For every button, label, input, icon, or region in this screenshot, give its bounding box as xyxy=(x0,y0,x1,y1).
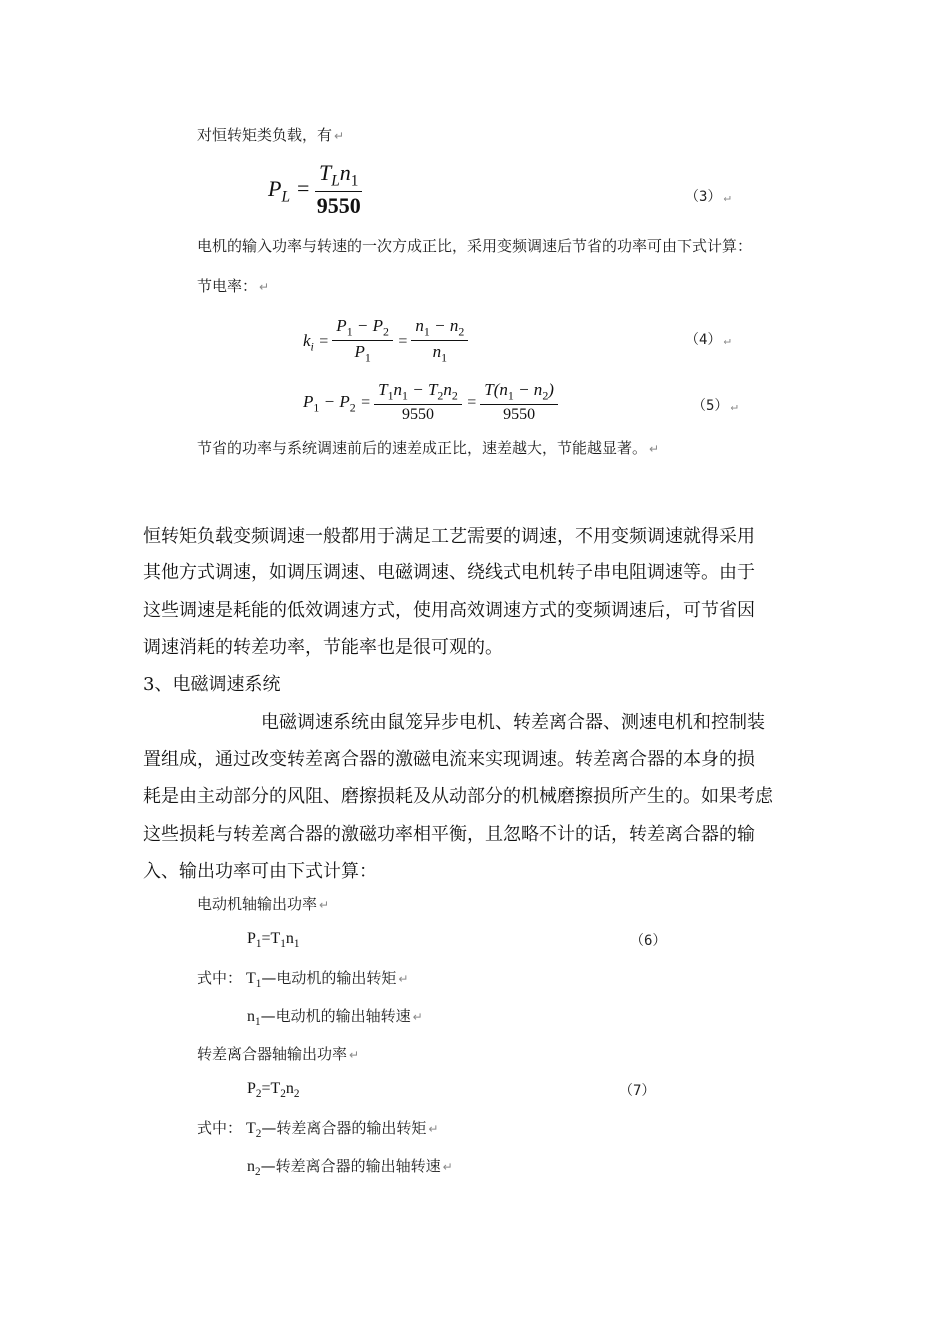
equation-6: $P_1=T_1n_1$ xyxy=(247,930,300,951)
paragraph-line: 置组成，通过改变转差离合器的激磁电流来实现调速。转差离合器的本身的损 xyxy=(143,749,755,770)
paragraph-mark: ↵ xyxy=(398,972,409,986)
where-1-speed xyxy=(247,1005,423,1028)
eq4-label: （4） xyxy=(685,332,722,348)
paragraph-mark: ↵ xyxy=(349,1048,360,1062)
where-1-torque xyxy=(197,967,408,990)
intro-line xyxy=(197,124,344,145)
where-2-speed-text: —转差离合器的输出轴转速 xyxy=(260,1157,441,1175)
motor-title-text: 电动机轴输出功率 xyxy=(197,895,318,913)
t1-symbol: $T_1$ xyxy=(242,970,262,991)
where-2-torque xyxy=(197,1117,438,1140)
paragraph-mark: ↵ xyxy=(319,898,330,912)
paragraph-mark: ↵ xyxy=(723,333,731,347)
paragraph-line: 其他方式调速，如调压调速、电磁调速、绕线式电机转子串电阻调速等。由于 xyxy=(143,562,755,583)
saving-rate-text: 节电率： xyxy=(197,277,258,295)
n1-symbol: $n_1$ xyxy=(247,1008,261,1029)
paragraph-mark: ↵ xyxy=(730,399,738,413)
where-2-torque-text: —转差离合器的输出转矩 xyxy=(261,1119,427,1137)
where-2-speed xyxy=(247,1155,453,1178)
n2-symbol: $n_2$ xyxy=(247,1158,261,1179)
equation-3-number xyxy=(685,186,731,206)
conclusion-text: 节省的功率与系统调速前后的速差成正比，速差越大，节能越显著。 xyxy=(197,439,648,457)
paragraph-mark: ↵ xyxy=(412,1010,423,1024)
equation-5: $P_1 - P_2$ = $\frac{T_1n_1 - T_2n_2}{9550}$ = $\frac{T(n_1 - n_2)}{9550}$ xyxy=(303,380,558,424)
eq5-label: （5） xyxy=(692,398,729,414)
paragraph-line: 调速消耗的转差功率，节能率也是很可观的。 xyxy=(143,637,503,658)
where-2-prefix: 式中： xyxy=(197,1119,243,1137)
where-1-prefix: 式中： xyxy=(197,969,243,987)
equation-7-number: （7） xyxy=(619,1083,656,1099)
clutch-title-text: 转差离合器轴输出功率 xyxy=(197,1045,348,1063)
clutch-output-title xyxy=(197,1043,359,1064)
paragraph-line: 恒转矩负载变频调速一般都用于满足工艺需要的调速，不用变频调速就得采用 xyxy=(143,526,755,547)
t2-symbol: $T_2$ xyxy=(242,1120,262,1141)
paragraph-line: 这些损耗与转差离合器的激磁功率相平衡，且忽略不计的话，转差离合器的输 xyxy=(143,824,755,845)
paragraph-mark: ↵ xyxy=(442,1160,453,1174)
paragraph-mark: ↵ xyxy=(259,280,270,294)
paragraph-line: 入、输出功率可由下式计算： xyxy=(143,861,377,882)
paragraph-mark: ↵ xyxy=(649,442,660,456)
paragraph-mark: ↵ xyxy=(723,190,731,204)
motor-output-title xyxy=(197,893,329,914)
equation-3: $P_L$ = $\frac{T_Ln_1}{9550}$ xyxy=(268,160,361,219)
section-heading: 3、电磁调速系统 xyxy=(143,674,281,695)
paragraph-line: 电磁调速系统由鼠笼异步电机、转差离合器、测速电机和控制装 xyxy=(261,712,765,733)
conclusion-line xyxy=(197,437,659,458)
paragraph-mark: ↵ xyxy=(428,1122,439,1136)
paragraph-line: 耗是由主动部分的风阻、磨擦损耗及从动部分的机械磨擦损所产生的。如果考虑 xyxy=(143,786,773,807)
paragraph-mark: ↵ xyxy=(334,129,345,143)
where-1-speed-text: —电动机的输出轴转速 xyxy=(260,1007,411,1025)
intro-text: 对恒转矩类负载，有 xyxy=(197,126,333,144)
equation-5-number xyxy=(692,395,738,415)
where-1-torque-text: —电动机的输出转矩 xyxy=(261,969,397,987)
equation-4: $k_i$ = $\frac{P_1 - P_2}{P_1}$ = $\frac{n_1 - n_2}{n_1}$ xyxy=(303,316,468,366)
saving-rate-label xyxy=(197,275,269,296)
paragraph-line: 这些调速是耗能的低效调速方式，使用高效调速方式的变频调速后，可节省因 xyxy=(143,600,755,621)
equation-7: $P_2=T_2n_2$ xyxy=(247,1080,300,1101)
eq3-label: （3） xyxy=(685,189,722,205)
equation-6-number: （6） xyxy=(630,933,667,949)
power-ratio-line: 电机的输入功率与转速的一次方成正比，采用变频调速后节省的功率可由下式计算： xyxy=(197,237,753,255)
equation-4-number xyxy=(685,329,731,349)
